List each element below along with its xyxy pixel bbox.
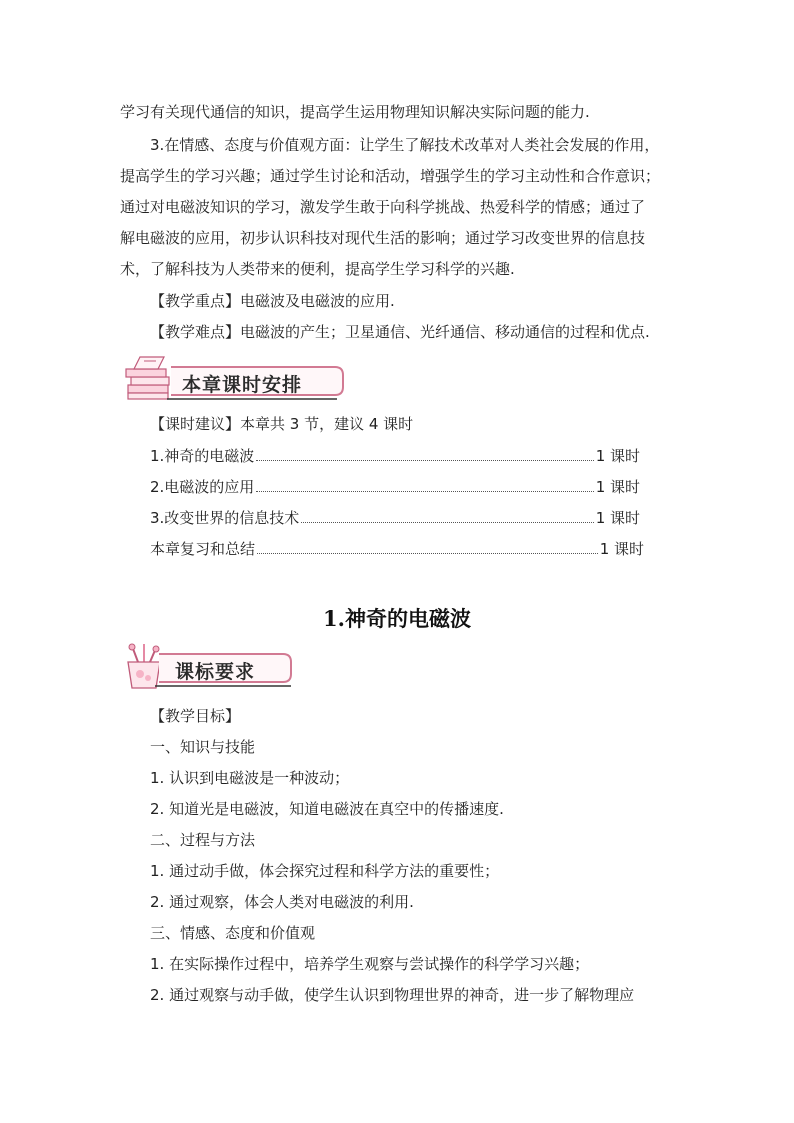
text-line: 通过对电磁波知识的学习，激发学生敢于向科学挑战、热爱科学的情感；通过了	[120, 198, 646, 216]
schedule-banner-text: 本章课时安排	[182, 374, 303, 396]
text-line: 术，了解科技为人类带来的便利，提高学生学习科学的兴趣.	[120, 260, 515, 278]
leader-dots	[257, 553, 598, 554]
key-point: 【教学重点】电磁波及电磁波的应用.	[150, 292, 395, 310]
schedule-row-title: 2.电磁波的应用	[150, 478, 255, 496]
schedule-row-hours: 1 课时	[595, 447, 640, 465]
objective-line: 1. 通过动手做，体会探究过程和科学方法的重要性；	[150, 862, 500, 880]
text-line: 学习有关现代通信的知识，提高学生运用物理知识解决实际问题的能力.	[120, 103, 590, 121]
schedule-suggestion: 【课时建议】本章共 3 节，建议 4 课时	[150, 415, 414, 433]
section-title: 1.神奇的电磁波	[323, 606, 471, 631]
schedule-banner	[122, 355, 347, 403]
schedule-row-title: 1.神奇的电磁波	[150, 447, 255, 465]
schedule-row	[150, 508, 640, 528]
schedule-row-hours: 1 课时	[595, 478, 640, 496]
schedule-row-title: 本章复习和总结	[150, 540, 256, 558]
objective-line: 2. 知道光是电磁波，知道电磁波在真空中的传播速度.	[150, 800, 504, 818]
schedule-row	[150, 477, 640, 497]
objective-line: 2. 通过观察，体会人类对电磁波的利用.	[150, 893, 414, 911]
leader-dots	[256, 460, 593, 461]
standards-banner	[120, 642, 295, 690]
text-line: 解电磁波的应用，初步认识科技对现代生活的影响；通过学习改变世界的信息技	[120, 229, 646, 247]
standards-banner-text: 课标要求	[175, 661, 256, 683]
leader-dots	[256, 491, 593, 492]
schedule-row-hours: 1 课时	[595, 509, 640, 527]
objective-line: 1. 在实际操作过程中，培养学生观察与尝试操作的科学学习兴趣；	[150, 955, 590, 973]
objective-line: 2. 通过观察与动手做，使学生认识到物理世界的神奇，进一步了解物理应	[150, 986, 635, 1004]
objective-line: 1. 认识到电磁波是一种波动；	[150, 769, 350, 787]
text-line: 提高学生的学习兴趣；通过学生讨论和活动，增强学生的学习主动性和合作意识；	[120, 167, 661, 185]
schedule-row-title: 3.改变世界的信息技术	[150, 509, 300, 527]
text-line: 3.在情感、态度与价值观方面：让学生了解技术改革对人类社会发展的作用，	[150, 136, 660, 154]
objective-line: 一、知识与技能	[150, 738, 256, 756]
difficult-point: 【教学难点】电磁波的产生；卫星通信、光纤通信、移动通信的过程和优点.	[150, 323, 650, 341]
objective-line: 二、过程与方法	[150, 831, 256, 849]
schedule-row	[150, 446, 640, 466]
schedule-row-hours: 1 课时	[599, 540, 644, 558]
leader-dots	[301, 522, 593, 523]
objectives-heading: 【教学目标】	[150, 707, 241, 725]
schedule-row	[150, 539, 644, 559]
objective-line: 三、情感、态度和价值观	[150, 924, 316, 942]
